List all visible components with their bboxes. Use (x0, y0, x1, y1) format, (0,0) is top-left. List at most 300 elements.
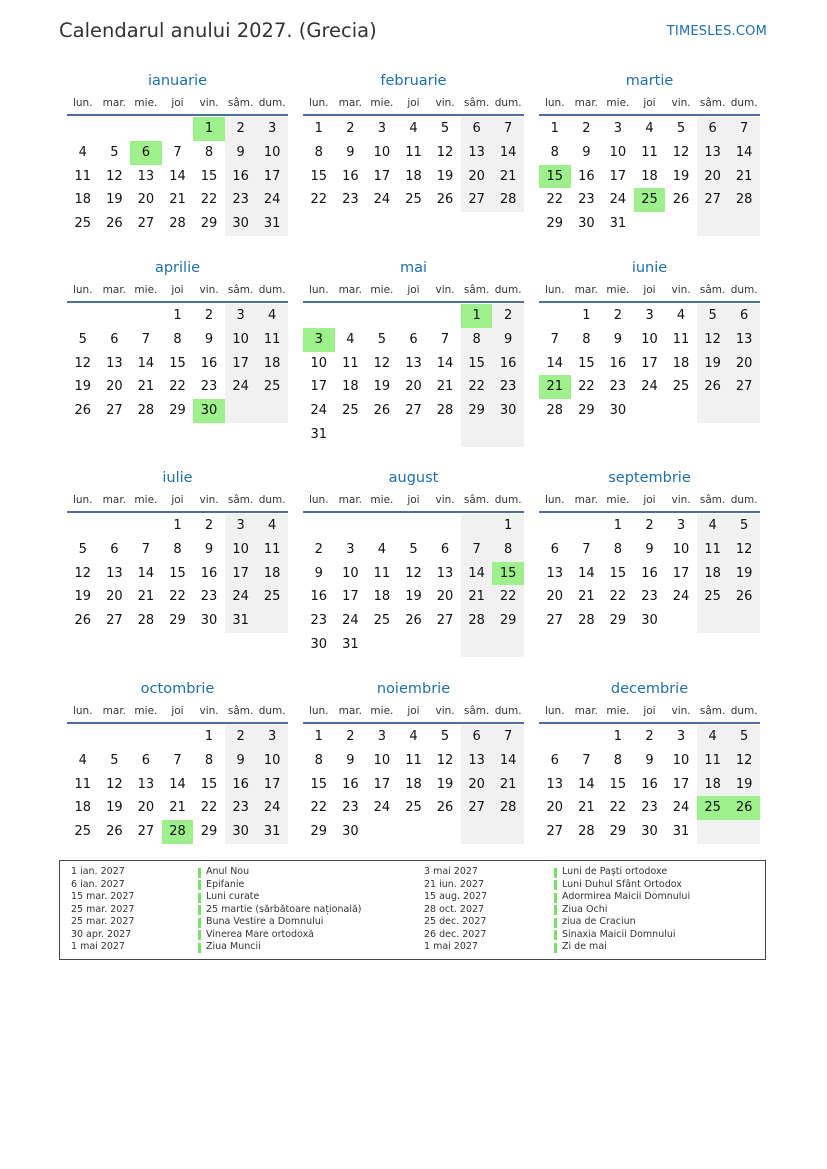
day-cell: 18 (405, 776, 422, 792)
day-cell: 10 (641, 331, 658, 347)
day-cell: 7 (440, 331, 450, 347)
weekday-label: vin. (199, 705, 219, 717)
weekday-label: lun. (308, 97, 329, 109)
day-cell: 25 (697, 585, 729, 609)
weekday-label: vin. (199, 97, 219, 109)
day-cell: 19 (436, 168, 454, 184)
weekday-label: mie. (606, 705, 630, 717)
day-cell: 11 (641, 144, 658, 160)
weekday-header (67, 494, 288, 510)
weekday-label: sâm. (699, 284, 726, 296)
day-cell: 8 (461, 328, 493, 352)
day-cell: 30 (578, 216, 595, 231)
day-cell: 11 (74, 168, 92, 184)
day-cell: 20 (546, 800, 564, 816)
day-cell: 22 (609, 589, 627, 605)
legend-marker (554, 930, 557, 940)
day-cell: 8 (204, 752, 214, 768)
header-divider (303, 114, 524, 116)
day-cell: 30 (225, 212, 257, 236)
day-cell: 5 (110, 752, 119, 768)
day-cell: 4 (409, 121, 418, 136)
day-cell: 1 (582, 308, 591, 323)
day-cell: 1 (314, 121, 323, 136)
weekday-label: lun. (308, 284, 329, 296)
day-cell: 25 (74, 824, 92, 839)
weekday-label: lun. (72, 97, 93, 109)
day-cell: 10 (256, 749, 288, 773)
legend-marker (554, 918, 557, 928)
weekday-label: mar. (338, 284, 363, 296)
day-cell: 31 (256, 820, 288, 844)
day-cell: 21 (436, 379, 454, 395)
day-cell: 4 (697, 725, 729, 749)
day-cell: 30 (609, 403, 627, 418)
day-cell: 29 (609, 613, 627, 628)
day-cell: 19 (373, 379, 391, 395)
day-cell: 2 (225, 117, 257, 141)
header-divider (303, 511, 524, 513)
weekday-label: vin. (435, 705, 455, 717)
day-cell: 3 (613, 121, 623, 136)
day-cell: 19 (672, 168, 690, 184)
weekday-header (303, 705, 524, 721)
day-cell: 7 (492, 725, 524, 749)
day-cell: 4 (78, 752, 87, 768)
day-cell: 5 (377, 331, 387, 347)
weekday-label: dum. (494, 494, 522, 506)
legend-date: 26 dec. 2027 (424, 928, 487, 940)
weekday-label: joi (643, 284, 656, 296)
day-cell: 16 (225, 773, 257, 797)
weekday-header (303, 97, 524, 113)
day-cell: 8 (173, 541, 182, 557)
day-cell: 16 (225, 165, 257, 189)
day-cell: 8 (550, 144, 559, 160)
day-cell: 2 (346, 729, 355, 744)
empty-weekend-cell (461, 820, 493, 844)
empty-weekend-cell (728, 609, 760, 633)
day-cell: 6 (110, 331, 119, 347)
weekday-label: dum. (730, 284, 758, 296)
legend-holiday-name: Adormirea Maicii Domnului (562, 891, 691, 902)
day-cell: 21 (578, 589, 595, 605)
day-cell: 22 (546, 192, 564, 208)
day-cell: 1 (173, 308, 182, 323)
day-cell: 22 (200, 192, 218, 208)
empty-weekend-cell (461, 423, 493, 447)
day-cell: 5 (728, 514, 760, 538)
weekday-label: mie. (370, 494, 394, 506)
day-cell: 3 (225, 304, 257, 328)
legend-date: 1 mai 2027 (424, 941, 478, 952)
day-cell: 11 (74, 776, 92, 792)
day-cell: 26 (672, 192, 690, 208)
day-cell: 20 (436, 589, 454, 605)
day-cell: 14 (492, 141, 524, 165)
legend-holiday-name: Luni de Paști ortodoxe (562, 866, 668, 877)
day-cell: 24 (641, 379, 658, 395)
header-divider (539, 722, 760, 724)
day-cell: 9 (645, 752, 654, 768)
day-cell: 22 (310, 192, 328, 208)
day-cell: 25 (342, 403, 359, 418)
day-cell: 12 (106, 168, 123, 184)
weekday-label: dum. (258, 97, 286, 109)
day-cell: 11 (342, 355, 359, 371)
day-cell: 12 (74, 355, 92, 371)
day-cell: 21 (169, 192, 186, 208)
day-cell: 9 (346, 752, 355, 768)
day-cell: 13 (728, 328, 760, 352)
day-cell: 30 (200, 613, 218, 628)
weekday-label: vin. (435, 284, 455, 296)
day-cell: 12 (697, 328, 729, 352)
day-cell: 27 (461, 188, 493, 212)
weekday-label: sâm. (227, 97, 254, 109)
weekday-label: vin. (671, 97, 691, 109)
day-cell: 15 (169, 355, 186, 371)
day-cell: 27 (461, 796, 493, 820)
day-cell: 3 (377, 121, 387, 136)
header-divider (303, 722, 524, 724)
holiday-day-cell: 25 (634, 188, 666, 212)
day-cell: 24 (256, 796, 288, 820)
day-cell: 21 (137, 589, 155, 605)
day-cell: 26 (697, 375, 729, 399)
day-cell: 7 (461, 538, 493, 562)
weekday-label: lun. (544, 705, 565, 717)
day-cell: 22 (200, 800, 218, 816)
day-cell: 8 (314, 752, 323, 768)
header-divider (67, 301, 288, 303)
day-cell: 13 (106, 565, 123, 581)
day-cell: 27 (546, 824, 564, 839)
day-cell: 31 (310, 426, 328, 442)
legend-marker (198, 930, 201, 940)
day-cell: 23 (578, 192, 595, 208)
legend-holiday-name: Ziua Ochi (562, 903, 608, 915)
day-cell: 11 (697, 538, 729, 562)
day-cell: 24 (225, 585, 257, 609)
day-cell: 7 (492, 117, 524, 141)
day-cell: 9 (204, 541, 214, 557)
day-cell: 26 (436, 800, 454, 816)
day-cell: 16 (578, 168, 595, 184)
day-cell: 19 (106, 192, 123, 208)
day-cell: 11 (672, 331, 690, 347)
day-cell: 13 (436, 565, 454, 581)
day-cell: 29 (169, 403, 186, 418)
day-cell: 9 (225, 141, 257, 165)
weekday-label: mie. (606, 284, 630, 296)
header-divider (67, 511, 288, 513)
weekday-header (539, 494, 760, 510)
weekday-label: sâm. (699, 97, 726, 109)
weekday-label: sâm. (227, 494, 254, 506)
weekday-header (67, 705, 288, 721)
day-cell: 15 (200, 168, 218, 184)
day-cell: 18 (74, 800, 92, 816)
day-cell: 27 (697, 188, 729, 212)
day-cell: 20 (106, 589, 123, 605)
day-cell: 5 (440, 121, 450, 136)
day-cell: 10 (342, 565, 359, 581)
day-cell: 7 (582, 541, 591, 557)
day-cell: 18 (342, 379, 359, 395)
month-name: noiembrie (376, 681, 451, 697)
day-cell: 9 (314, 565, 323, 581)
weekday-label: joi (407, 494, 420, 506)
day-cell: 17 (256, 773, 288, 797)
weekday-label: dum. (494, 97, 522, 109)
day-cell: 5 (728, 725, 760, 749)
day-cell: 30 (342, 824, 359, 839)
weekday-header (539, 705, 760, 721)
holiday-day-cell: 1 (461, 304, 493, 328)
day-cell: 16 (609, 355, 627, 371)
holiday-day-cell: 15 (539, 165, 571, 189)
month-name: septembrie (608, 470, 691, 486)
legend-marker (554, 905, 557, 915)
day-cell: 31 (225, 609, 257, 633)
day-cell: 9 (204, 331, 214, 347)
day-cell: 20 (546, 589, 564, 605)
weekday-header (303, 494, 524, 510)
day-cell: 16 (492, 352, 524, 376)
day-cell: 25 (672, 379, 690, 395)
holiday-day-cell: 28 (162, 820, 194, 844)
day-cell: 14 (546, 355, 564, 371)
day-cell: 18 (697, 562, 729, 586)
day-cell: 23 (342, 800, 359, 816)
day-cell: 13 (546, 776, 564, 792)
weekday-header (539, 97, 760, 113)
day-cell: 23 (342, 192, 359, 208)
day-cell: 4 (676, 308, 686, 323)
day-cell: 27 (436, 613, 454, 628)
day-cell: 16 (200, 565, 218, 581)
weekday-label: mie. (370, 97, 394, 109)
day-cell: 22 (310, 800, 328, 816)
weekday-label: mar. (338, 97, 363, 109)
empty-weekend-cell (728, 820, 760, 844)
day-cell: 9 (613, 331, 623, 347)
weekday-label: vin. (435, 494, 455, 506)
day-cell: 7 (728, 117, 760, 141)
day-cell: 4 (256, 304, 288, 328)
day-cell: 15 (169, 565, 186, 581)
day-cell: 15 (609, 776, 627, 792)
day-cell: 15 (461, 352, 493, 376)
day-cell: 24 (225, 375, 257, 399)
day-cell: 25 (256, 375, 288, 399)
day-cell: 11 (405, 752, 422, 768)
day-cell: 2 (204, 518, 214, 533)
day-cell: 14 (137, 355, 155, 371)
day-cell: 20 (137, 800, 155, 816)
day-cell: 22 (609, 800, 627, 816)
day-cell: 23 (609, 379, 627, 395)
weekday-label: vin. (671, 494, 691, 506)
day-cell: 22 (169, 379, 186, 395)
weekday-label: joi (643, 494, 656, 506)
day-cell: 9 (645, 541, 654, 557)
day-cell: 13 (137, 168, 155, 184)
day-cell: 29 (546, 216, 564, 231)
weekday-label: lun. (308, 494, 329, 506)
holiday-day-cell: 25 (697, 796, 729, 820)
month-name: februarie (380, 73, 447, 89)
day-cell: 1 (173, 518, 182, 533)
weekday-label: lun. (72, 284, 93, 296)
day-cell: 28 (137, 613, 155, 628)
day-cell: 28 (578, 824, 595, 839)
empty-weekend-cell (728, 212, 760, 236)
day-cell: 10 (672, 541, 690, 557)
weekday-label: joi (407, 284, 420, 296)
day-cell: 21 (169, 800, 186, 816)
day-cell: 25 (74, 216, 92, 231)
day-cell: 18 (405, 168, 422, 184)
day-cell: 18 (74, 192, 92, 208)
day-cell: 27 (106, 613, 123, 628)
holiday-day-cell: 21 (539, 375, 571, 399)
day-cell: 18 (256, 352, 288, 376)
day-cell: 28 (578, 613, 595, 628)
month-name: ianuarie (147, 73, 208, 89)
weekday-header (539, 284, 760, 300)
weekday-label: lun. (544, 494, 565, 506)
day-cell: 9 (492, 328, 524, 352)
weekday-label: dum. (258, 705, 286, 717)
weekday-label: mie. (606, 494, 630, 506)
weekday-label: vin. (199, 284, 219, 296)
weekday-label: vin. (671, 705, 691, 717)
weekday-label: dum. (730, 705, 758, 717)
day-cell: 6 (110, 541, 119, 557)
day-cell: 14 (578, 565, 595, 581)
day-cell: 28 (436, 403, 454, 418)
day-cell: 20 (728, 352, 760, 376)
weekday-label: sâm. (699, 494, 726, 506)
day-cell: 1 (550, 121, 559, 136)
day-cell: 14 (137, 565, 155, 581)
day-cell: 22 (461, 375, 493, 399)
weekday-label: lun. (544, 97, 565, 109)
site-link[interactable]: TIMESLES.COM (666, 24, 767, 39)
weekday-label: lun. (544, 284, 565, 296)
day-cell: 7 (582, 752, 591, 768)
day-cell: 6 (461, 725, 493, 749)
month-name: martie (625, 73, 674, 89)
day-cell: 26 (373, 403, 391, 418)
day-cell: 23 (225, 188, 257, 212)
day-cell: 16 (641, 776, 658, 792)
day-cell: 30 (225, 820, 257, 844)
day-cell: 12 (728, 538, 760, 562)
day-cell: 11 (405, 144, 422, 160)
day-cell: 15 (609, 565, 627, 581)
weekday-header (303, 284, 524, 300)
weekday-label: mie. (606, 97, 630, 109)
header-divider (67, 722, 288, 724)
day-cell: 5 (409, 541, 418, 557)
empty-weekend-cell (461, 633, 493, 657)
legend-marker (198, 893, 201, 903)
day-cell: 17 (225, 352, 257, 376)
legend-marker (554, 868, 557, 878)
day-cell: 2 (645, 518, 654, 533)
day-cell: 14 (461, 562, 493, 586)
legend-holiday-name: Anul Nou (206, 866, 250, 877)
empty-weekend-cell (256, 399, 288, 423)
day-cell: 18 (641, 168, 658, 184)
holiday-day-cell: 3 (303, 328, 335, 352)
day-cell: 7 (141, 541, 151, 557)
weekday-label: dum. (730, 494, 758, 506)
empty-weekend-cell (697, 609, 729, 633)
weekday-label: lun. (308, 705, 329, 717)
day-cell: 23 (492, 375, 524, 399)
empty-weekend-cell (461, 514, 493, 538)
day-cell: 9 (582, 144, 591, 160)
page-title: Calendarul anului 2027. (Grecia) (59, 19, 377, 42)
day-cell: 10 (310, 355, 328, 371)
day-cell: 2 (314, 541, 323, 557)
day-cell: 13 (461, 749, 493, 773)
day-cell: 17 (256, 165, 288, 189)
day-cell: 25 (405, 192, 422, 208)
day-cell: 19 (728, 562, 760, 586)
day-cell: 28 (492, 188, 524, 212)
day-cell: 24 (310, 403, 328, 418)
day-cell: 30 (310, 636, 328, 652)
weekday-label: sâm. (227, 284, 254, 296)
weekday-label: dum. (730, 97, 758, 109)
day-cell: 8 (582, 331, 591, 347)
legend-holiday-name: ziua de Craciun (562, 916, 636, 927)
day-cell: 15 (310, 776, 328, 792)
day-cell: 28 (461, 609, 493, 633)
day-cell: 3 (377, 729, 387, 744)
day-cell: 23 (200, 379, 218, 395)
weekday-label: sâm. (699, 705, 726, 717)
holiday-day-cell: 1 (193, 117, 225, 141)
day-cell: 6 (141, 752, 151, 768)
day-cell: 11 (256, 538, 288, 562)
day-cell: 8 (173, 331, 182, 347)
day-cell: 10 (256, 141, 288, 165)
weekday-label: dum. (494, 705, 522, 717)
day-cell: 6 (550, 752, 559, 768)
legend-date: 3 mai 2027 (424, 866, 478, 877)
weekday-header (67, 284, 288, 300)
weekday-label: vin. (435, 97, 455, 109)
day-cell: 16 (641, 565, 658, 581)
day-cell: 3 (225, 514, 257, 538)
day-cell: 2 (225, 725, 257, 749)
weekday-label: mie. (370, 284, 394, 296)
day-cell: 23 (641, 800, 658, 816)
day-cell: 10 (609, 144, 627, 160)
month-name: iulie (162, 470, 193, 486)
day-cell: 21 (578, 800, 595, 816)
weekday-label: sâm. (463, 494, 490, 506)
day-cell: 21 (137, 379, 155, 395)
holiday-day-cell: 30 (193, 399, 225, 423)
day-cell: 31 (256, 212, 288, 236)
